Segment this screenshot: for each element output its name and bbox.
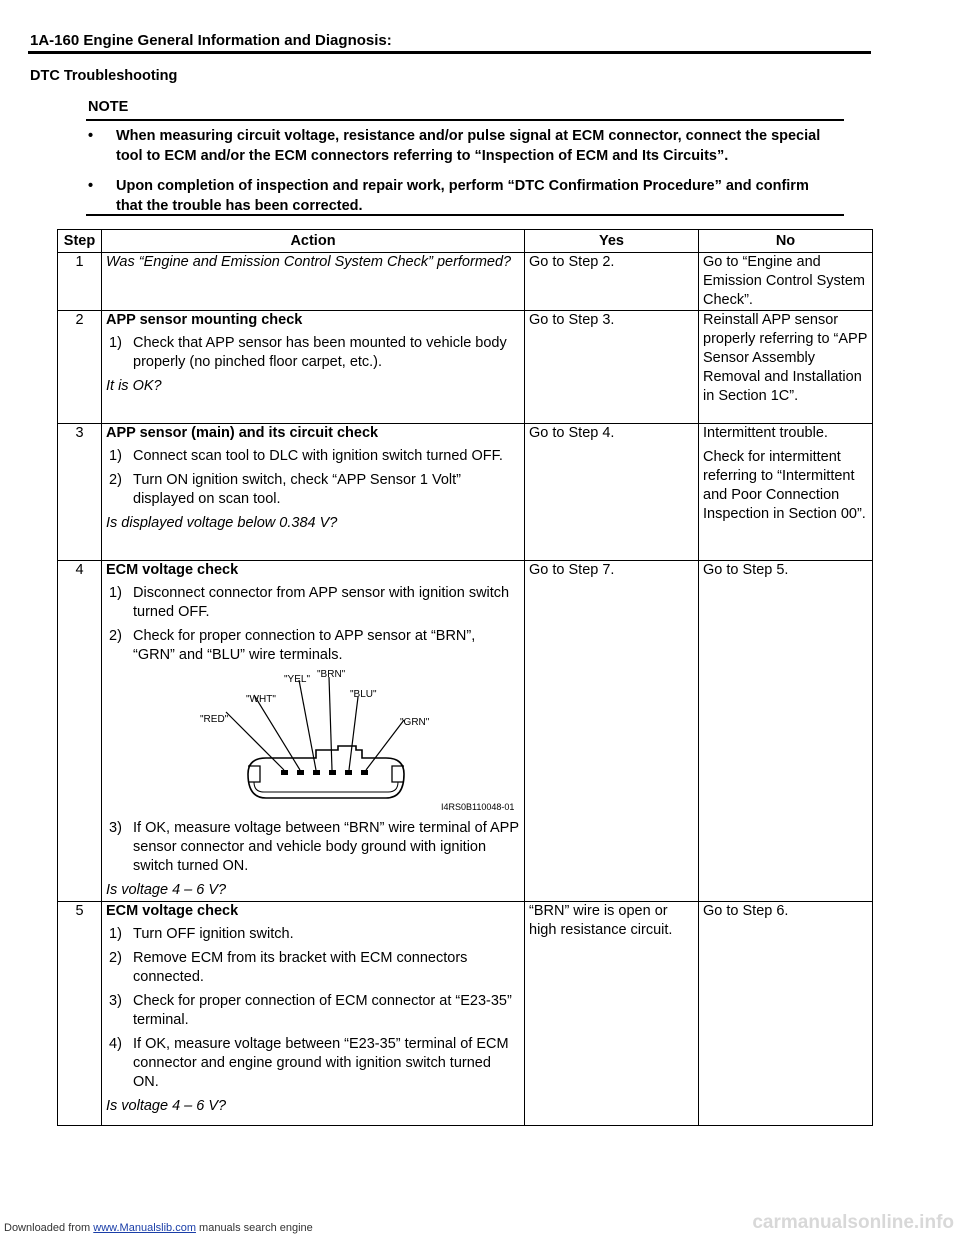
leader-line-brn — [329, 677, 332, 770]
note-top-rule — [86, 119, 844, 121]
label-brn: "BRN" — [317, 670, 346, 680]
step-title: ECM voltage check — [106, 562, 239, 578]
connector-inner-outline — [254, 782, 398, 792]
note-title: NOTE — [88, 99, 129, 115]
yes-cell: “BRN” wire is open or high resistance circuit. — [525, 902, 699, 1126]
label-red: "RED" — [200, 714, 229, 725]
action-cell — [102, 311, 525, 424]
substep-text: Remove ECM from its bracket with ECM connectors connected. — [133, 950, 468, 985]
step-number: 1 — [58, 253, 102, 311]
list-item — [106, 949, 520, 987]
no-text: Intermittent trouble. — [703, 425, 828, 441]
leader-line-yel — [299, 680, 316, 770]
dtc-table — [57, 229, 873, 1126]
terminal-brn — [329, 770, 336, 775]
substep-number: 4) — [109, 1036, 122, 1052]
list-item — [106, 334, 520, 372]
label-yel: "YEL" — [284, 674, 311, 685]
substep-list — [106, 334, 520, 372]
label-wht: "WHT" — [246, 694, 276, 705]
step-number: 5 — [58, 902, 102, 1126]
action-cell — [102, 561, 525, 902]
question-text: It is OK? — [106, 378, 162, 394]
substep-text: Check that APP sensor has been mounted to vehicle body properly (no pinched floor carpet, etc.). — [133, 335, 507, 370]
yes-cell: Go to Step 2. — [525, 253, 699, 311]
substep-number: 2) — [109, 950, 122, 966]
list-item — [106, 584, 520, 622]
step-number: 2 — [58, 311, 102, 424]
substep-text: If OK, measure voltage between “E23-35” terminal of ECM connector and engine ground with ignition switch turned ON. — [133, 1036, 509, 1090]
connector-outline — [248, 746, 404, 798]
note-item — [88, 176, 828, 216]
watermark: carmanualsonline.info — [752, 1212, 954, 1233]
note-list — [88, 126, 828, 226]
header-action: Action — [102, 230, 525, 253]
header-step: Step — [58, 230, 102, 253]
table-row — [58, 561, 873, 902]
figure-id: I4RS0B110048-01 — [441, 802, 515, 812]
label-grn: "GRN" — [400, 717, 430, 728]
connector-latch-right — [392, 766, 404, 782]
no-text: Check for intermittent referring to “Intermittent and Poor Connection Inspection in Section 00”. — [703, 449, 866, 522]
table-row — [58, 424, 873, 561]
list-item — [106, 992, 520, 1030]
footer-prefix: Downloaded from — [4, 1222, 94, 1234]
header-rule — [28, 51, 871, 54]
yes-cell: Go to Step 4. — [525, 424, 699, 561]
terminal-grn — [361, 770, 368, 775]
step-number: 4 — [58, 561, 102, 902]
no-cell — [699, 424, 873, 561]
step-title: ECM voltage check — [106, 903, 239, 919]
substep-text: Check for proper connection of ECM connector at “E23-35” terminal. — [133, 993, 512, 1028]
list-item — [106, 447, 520, 466]
substep-text: Check for proper connection to APP sensor at “BRN”, “GRN” and “BLU” wire terminals. — [133, 628, 476, 663]
substep-list — [106, 925, 520, 1092]
yes-cell: Go to Step 3. — [525, 311, 699, 424]
leader-line-red — [226, 712, 284, 770]
table-row — [58, 253, 873, 311]
action-cell — [102, 253, 525, 311]
substep-list — [106, 819, 520, 876]
terminal-blu — [345, 770, 352, 775]
footer-suffix: manuals search engine — [195, 1222, 313, 1234]
no-cell: Reinstall APP sensor properly referring to “APP Sensor Assembly Removal and Installation in Section 1C”. — [699, 311, 873, 424]
bullet-icon: • — [88, 178, 94, 194]
step-number: 3 — [58, 424, 102, 561]
terminal-yel — [313, 770, 320, 775]
note-item — [88, 126, 828, 166]
footer — [4, 1222, 313, 1234]
substep-text: Connect scan tool to DLC with ignition switch turned OFF. — [133, 448, 503, 464]
action-cell — [102, 424, 525, 561]
step-title: APP sensor mounting check — [106, 312, 303, 328]
no-cell: Go to Step 6. — [699, 902, 873, 1126]
label-blu: "BLU" — [350, 689, 377, 700]
yes-cell: Go to Step 7. — [525, 561, 699, 902]
connector-latch-left — [248, 766, 260, 782]
substep-text: Disconnect connector from APP sensor with ignition switch turned OFF. — [133, 585, 510, 620]
header-yes: Yes — [525, 230, 699, 253]
no-cell: Go to “Engine and Emission Control System Check”. — [699, 253, 873, 311]
substep-number: 3) — [109, 820, 122, 836]
question-text: Is voltage 4 – 6 V? — [106, 1098, 227, 1114]
substep-number: 1) — [109, 335, 122, 351]
list-item — [106, 471, 520, 509]
leader-line-grn — [366, 720, 404, 770]
substep-text: Turn ON ignition switch, check “APP Sensor 1 Volt” displayed on scan tool. — [133, 472, 461, 507]
list-item — [106, 627, 520, 665]
table-row — [58, 902, 873, 1126]
terminal-wht — [297, 770, 304, 775]
section-title: DTC Troubleshooting — [30, 68, 178, 84]
substep-number: 2) — [109, 628, 122, 644]
table-row — [58, 311, 873, 424]
no-cell: Go to Step 5. — [699, 561, 873, 902]
bullet-icon: • — [88, 128, 94, 144]
note-bottom-rule — [86, 214, 844, 216]
note-item-text: When measuring circuit voltage, resistance and/or pulse signal at ECM connector, connect the special tool to ECM and/or the ECM connectors referring to “Inspection of ECM and Its Circuits”. — [116, 128, 821, 164]
substep-number: 2) — [109, 472, 122, 488]
manualslib-link[interactable]: www.Manualslib.com — [93, 1222, 196, 1234]
question-text: Was “Engine and Emission Control System Check” performed? — [106, 254, 512, 270]
list-item — [106, 819, 520, 876]
note-item-text: Upon completion of inspection and repair work, perform “DTC Confirmation Procedure” and confirm that the trouble has been corrected. — [116, 178, 809, 214]
terminal-red — [281, 770, 288, 775]
list-item — [106, 1035, 520, 1092]
table-header-row — [58, 230, 873, 253]
substep-list — [106, 584, 520, 665]
substep-number: 1) — [109, 585, 122, 601]
substep-text: If OK, measure voltage between “BRN” wire terminal of APP sensor connector and vehicle body ground with ignition switch turned ON. — [133, 820, 519, 874]
substep-number: 1) — [109, 448, 122, 464]
leader-line-blu — [349, 697, 358, 770]
header-no: No — [699, 230, 873, 253]
list-item — [106, 925, 520, 944]
step-title: APP sensor (main) and its circuit check — [106, 425, 379, 441]
app-sensor-connector-diagram — [106, 670, 521, 815]
action-cell — [102, 902, 525, 1126]
page-header: 1A-160 Engine General Information and Diagnosis: — [30, 32, 392, 49]
substep-list — [106, 447, 520, 509]
substep-text: Turn OFF ignition switch. — [133, 926, 294, 942]
substep-number: 1) — [109, 926, 122, 942]
question-text: Is voltage 4 – 6 V? — [106, 882, 227, 898]
question-text: Is displayed voltage below 0.384 V? — [106, 515, 338, 531]
substep-number: 3) — [109, 993, 122, 1009]
